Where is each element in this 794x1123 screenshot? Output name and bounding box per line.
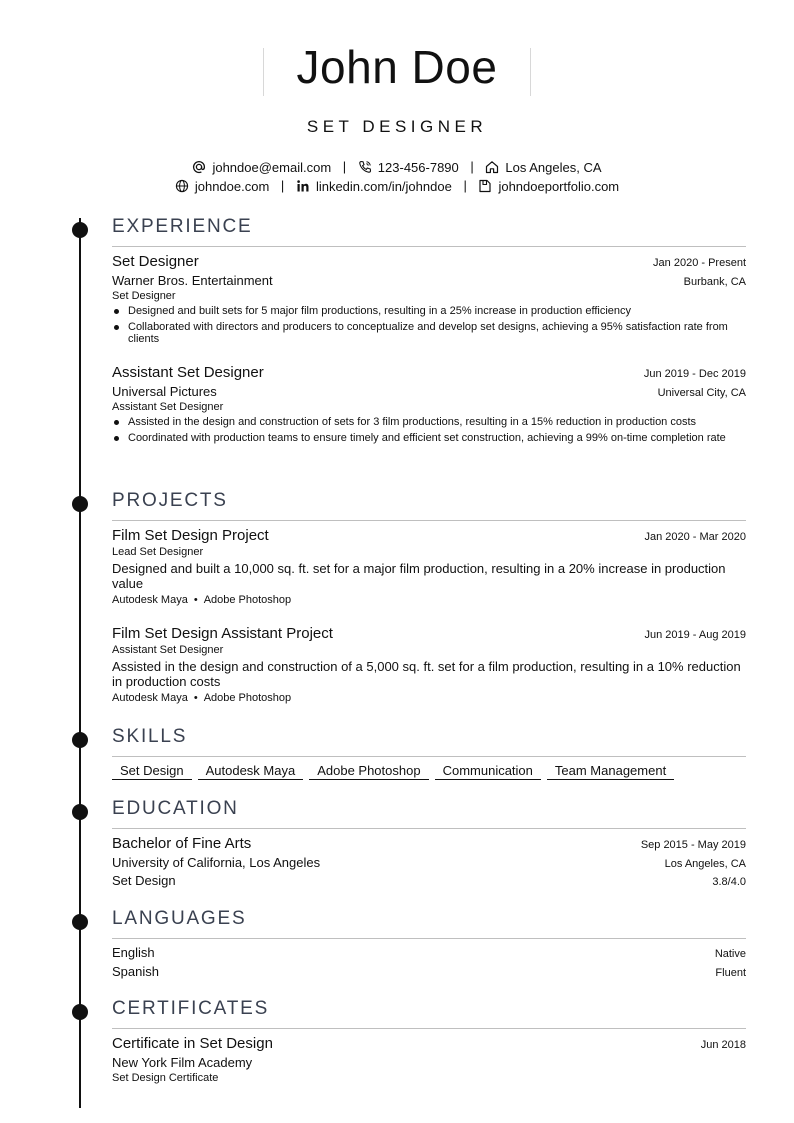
project-role: Assistant Set Designer	[112, 644, 224, 656]
skills-list	[112, 762, 746, 780]
projects-heading: PROJECTS	[112, 490, 746, 521]
globe-icon	[175, 179, 189, 193]
location-contact	[485, 160, 601, 175]
education-degree: Bachelor of Fine Arts	[112, 835, 252, 852]
language-row	[112, 945, 746, 960]
education-gpa: 3.8/4.0	[712, 876, 746, 888]
education-field: Set Design	[112, 873, 176, 888]
language-level: Fluent	[715, 967, 746, 979]
project-tech	[112, 594, 746, 606]
certificate-issuer: New York Film Academy	[112, 1055, 253, 1070]
phone-text: 123-456-7890	[377, 160, 459, 176]
skill-tag: Team Management	[547, 763, 674, 780]
website-contact[interactable]	[175, 179, 269, 194]
experience-company: Warner Bros. Entertainment	[112, 273, 273, 288]
linkedin-icon	[296, 179, 310, 193]
experience-date: Jan 2020 - Present	[653, 257, 746, 269]
education-location: Los Angeles, CA	[664, 858, 746, 870]
experience-company: Universal Pictures	[112, 384, 217, 399]
skill-tag: Communication	[435, 763, 541, 780]
certificate-description: Set Design Certificate	[112, 1072, 219, 1084]
timeline-dot	[72, 732, 88, 748]
language-name: English	[112, 945, 155, 960]
timeline-dot	[72, 914, 88, 930]
bullet-item: Designed and built sets for 5 major film productions, resulting in a 25% increase in production efficiency	[112, 305, 746, 317]
phone-contact[interactable]	[358, 160, 459, 175]
skill-tag: Adobe Photoshop	[309, 763, 428, 780]
certificate-date: Jun 2018	[700, 1039, 746, 1051]
tech-separator: •	[193, 594, 198, 606]
project-entry	[112, 527, 746, 606]
experience-title: Assistant Set Designer	[112, 364, 264, 381]
skill-tag: Autodesk Maya	[198, 763, 304, 780]
experience-location: Burbank, CA	[683, 276, 746, 288]
linkedin-text: linkedin.com/in/johndoe	[315, 179, 452, 195]
at-sign-icon	[192, 160, 206, 174]
home-icon	[485, 160, 499, 174]
education-school: University of California, Los Angeles	[112, 855, 321, 870]
portfolio-icon	[478, 179, 492, 193]
tech-item: Adobe Photoshop	[203, 692, 292, 704]
experience-role: Assistant Set Designer	[112, 401, 224, 413]
project-date: Jun 2019 - Aug 2019	[644, 629, 746, 641]
portfolio-text: johndoeportfolio.com	[498, 179, 620, 195]
experience-title: Set Designer	[112, 253, 199, 270]
timeline-dot	[72, 222, 88, 238]
job-title: SET DESIGNER	[306, 117, 488, 136]
timeline-dot	[72, 496, 88, 512]
certificate-entry	[112, 1035, 746, 1084]
tech-item: Autodesk Maya	[112, 692, 188, 704]
education-entry	[112, 835, 746, 888]
phone-icon	[358, 160, 372, 174]
experience-date: Jun 2019 - Dec 2019	[643, 368, 746, 380]
tech-item: Adobe Photoshop	[203, 594, 292, 606]
education-heading: EDUCATION	[112, 798, 746, 829]
project-title: Film Set Design Assistant Project	[112, 625, 333, 642]
project-role: Lead Set Designer	[112, 546, 204, 558]
bullet-item: Collaborated with directors and producers to conceptualize and develop set designs, achieving a 95% satisfaction rate from clients	[112, 321, 746, 345]
experience-bullets	[112, 416, 746, 444]
experience-entry	[112, 364, 746, 448]
contact-separator: |	[280, 178, 285, 193]
website-text: johndoe.com	[194, 179, 270, 195]
language-level: Native	[714, 948, 746, 960]
skills-heading: SKILLS	[112, 726, 746, 757]
project-title: Film Set Design Project	[112, 527, 269, 544]
education-date: Sep 2015 - May 2019	[640, 839, 746, 851]
timeline-dot	[72, 804, 88, 820]
experience-heading: EXPERIENCE	[112, 216, 746, 247]
certificates-heading: CERTIFICATES	[112, 998, 746, 1029]
bullet-item: Assisted in the design and construction of sets for 3 film productions, resulting in a 15% reduction in production costs	[112, 416, 746, 428]
experience-entry	[112, 253, 746, 349]
project-description: Designed and built a 10,000 sq. ft. set for a major film production, resulting in a 20% increase in production value	[112, 561, 726, 591]
tech-separator: •	[193, 692, 198, 704]
bullet-item: Coordinated with production teams to ensure timely and efficient set construction, achieving a 99% on-time completion rate	[112, 432, 746, 444]
tech-item: Autodesk Maya	[112, 594, 188, 606]
project-entry	[112, 625, 746, 704]
timeline-dot	[72, 1004, 88, 1020]
location-text: Los Angeles, CA	[505, 160, 602, 176]
skill-tag: Set Design	[112, 763, 192, 780]
experience-role: Set Designer	[112, 290, 176, 302]
contact-row-1	[0, 159, 794, 175]
project-tech	[112, 692, 746, 704]
project-date: Jan 2020 - Mar 2020	[644, 531, 746, 543]
project-description: Assisted in the design and construction of a 5,000 sq. ft. set for a film production, resulting in a 10% reduction in production costs	[112, 659, 741, 689]
experience-location: Universal City, CA	[657, 387, 746, 399]
contact-row-2	[0, 178, 794, 194]
languages-heading: LANGUAGES	[112, 908, 746, 939]
contact-separator: |	[463, 178, 467, 193]
timeline-line	[79, 218, 81, 1108]
certificate-title: Certificate in Set Design	[112, 1035, 273, 1052]
email-text: johndoe@email.com	[212, 160, 332, 176]
language-name: Spanish	[112, 964, 159, 979]
language-row	[112, 964, 746, 979]
email-contact[interactable]	[192, 160, 331, 175]
resume-name: John Doe	[296, 41, 498, 93]
contact-separator: |	[342, 159, 347, 174]
experience-bullets	[112, 305, 746, 345]
portfolio-contact[interactable]	[478, 179, 619, 194]
linkedin-contact[interactable]	[296, 179, 452, 194]
contact-separator: |	[470, 159, 474, 174]
